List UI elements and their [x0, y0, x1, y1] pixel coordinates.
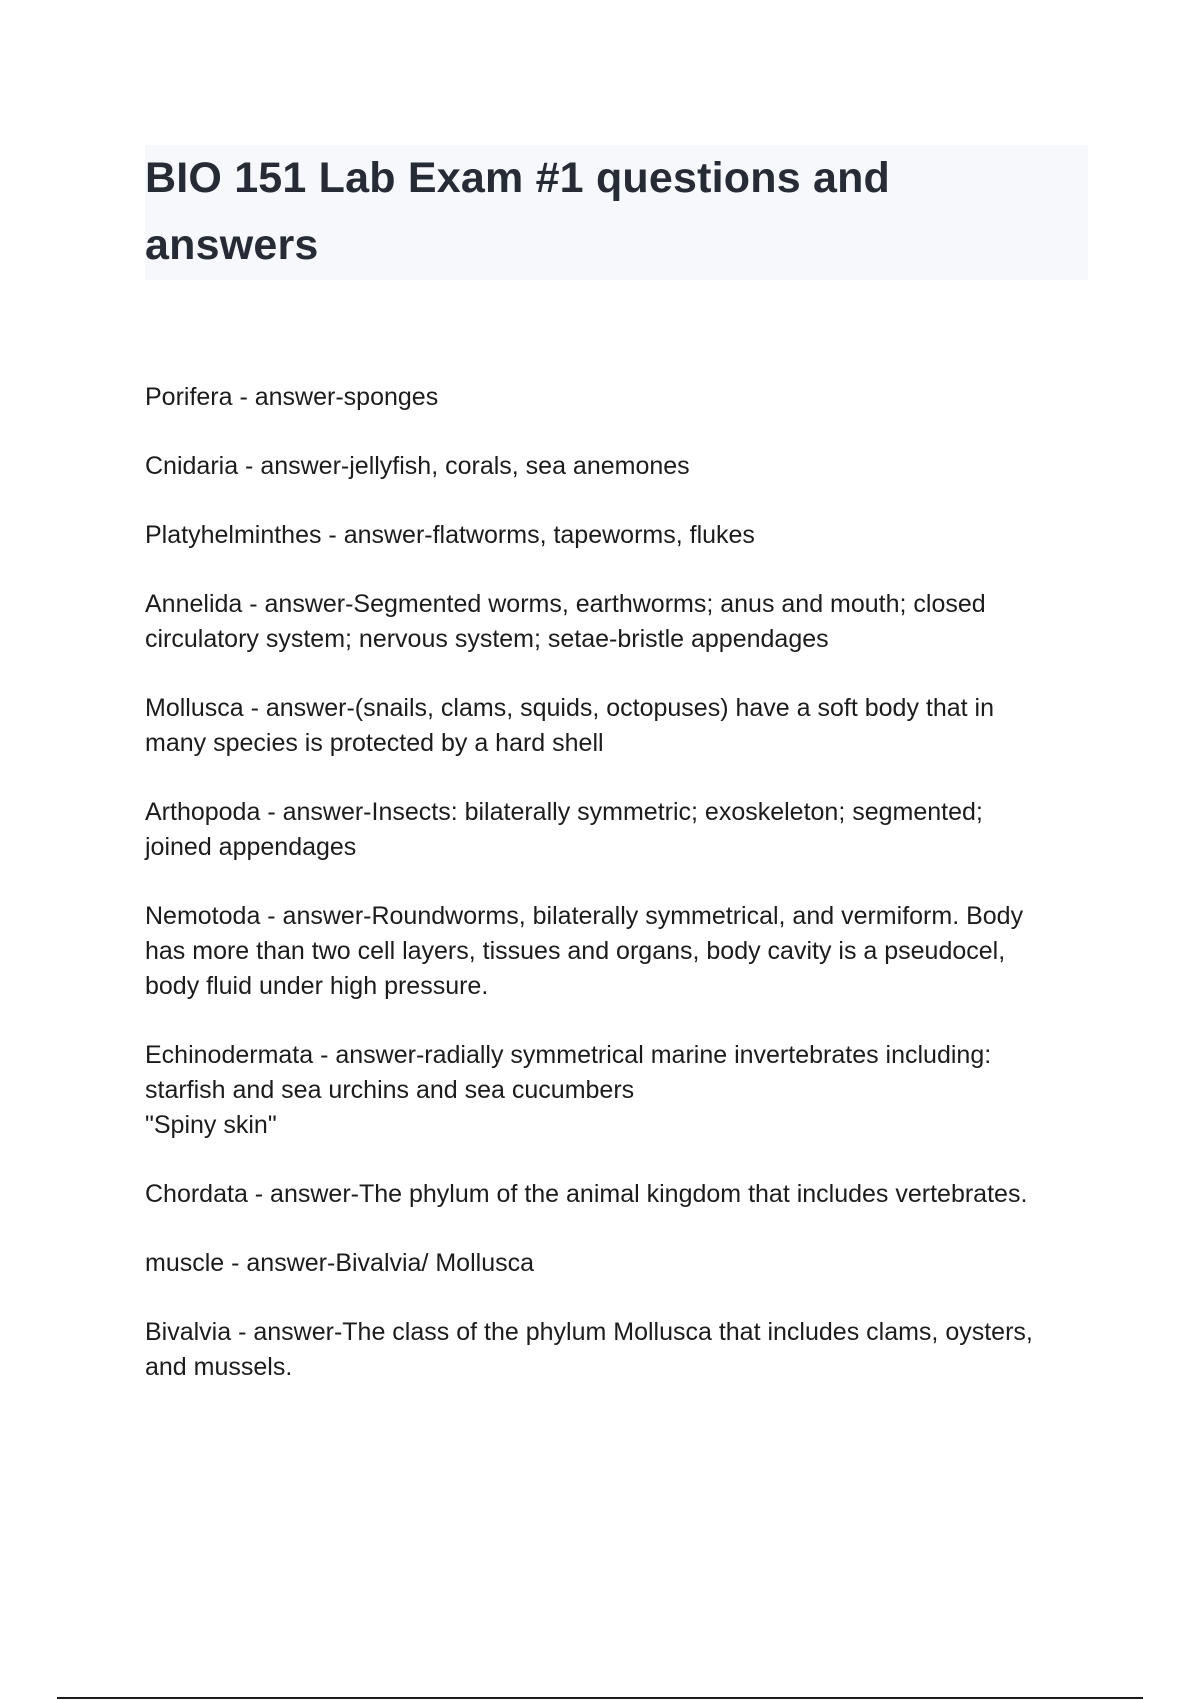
entry-text: Cnidaria - answer-jellyfish, corals, sea anemones: [145, 452, 690, 480]
qa-entry-bivalvia: [145, 1315, 1090, 1385]
title-box: [145, 145, 1088, 280]
entry-text: Porifera - answer-sponges: [145, 383, 439, 411]
entry-text: and mussels.: [145, 1353, 293, 1381]
entry-text: Annelida - answer-Segmented worms, earthworms; anus and mouth; closed: [145, 590, 986, 618]
entry-text: body fluid under high pressure.: [145, 972, 489, 1000]
qa-entry-annelida: [145, 587, 1090, 657]
entry-text: Nemotoda - answer-Roundworms, bilaterally symmetrical, and vermiform. Body: [145, 902, 1024, 930]
entry-text: has more than two cell layers, tissues and organs, body cavity is a pseudocel,: [145, 937, 1006, 965]
entry-text: joined appendages: [145, 833, 357, 861]
entry-text: Chordata - answer-The phylum of the animal kingdom that includes vertebrates.: [145, 1180, 1028, 1208]
document-title: [145, 145, 1088, 279]
qa-entry-arthopoda: [145, 795, 1090, 865]
qa-entry-echinodermata: [145, 1038, 1090, 1143]
qa-entry-mollusca: [145, 691, 1090, 761]
qa-entry-nemotoda: [145, 899, 1090, 1004]
title-line: BIO 151 Lab Exam #1 questions and: [145, 154, 891, 202]
entry-text: Mollusca - answer-(snails, clams, squids, octopuses) have a soft body that in: [145, 694, 994, 722]
entry-text: Echinodermata - answer-radially symmetrical marine invertebrates including:: [145, 1041, 992, 1069]
qa-entry-platyhelminthes: [145, 518, 1090, 553]
entry-text: Arthopoda - answer-Insects: bilaterally symmetric; exoskeleton; segmented;: [145, 798, 983, 826]
entry-text: circulatory system; nervous system; setae-bristle appendages: [145, 625, 829, 653]
qa-entry-chordata: [145, 1177, 1090, 1212]
qa-entry-muscle: [145, 1246, 1090, 1281]
entry-text: starfish and sea urchins and sea cucumbers: [145, 1076, 635, 1104]
entry-text: Bivalvia - answer-The class of the phylum Mollusca that includes clams, oysters,: [145, 1318, 1033, 1346]
qa-entry-cnidaria: [145, 449, 1090, 484]
entry-text: many species is protected by a hard shell: [145, 729, 604, 757]
entry-text: muscle - answer-Bivalvia/ Mollusca: [145, 1249, 535, 1277]
page-divider: [57, 1697, 1143, 1699]
entry-text: Platyhelminthes - answer-flatworms, tapeworms, flukes: [145, 521, 755, 549]
qa-list: [145, 380, 1090, 1419]
qa-entry-porifera: [145, 380, 1090, 415]
title-line: answers: [145, 221, 319, 269]
entry-text: "Spiny skin": [145, 1111, 277, 1139]
